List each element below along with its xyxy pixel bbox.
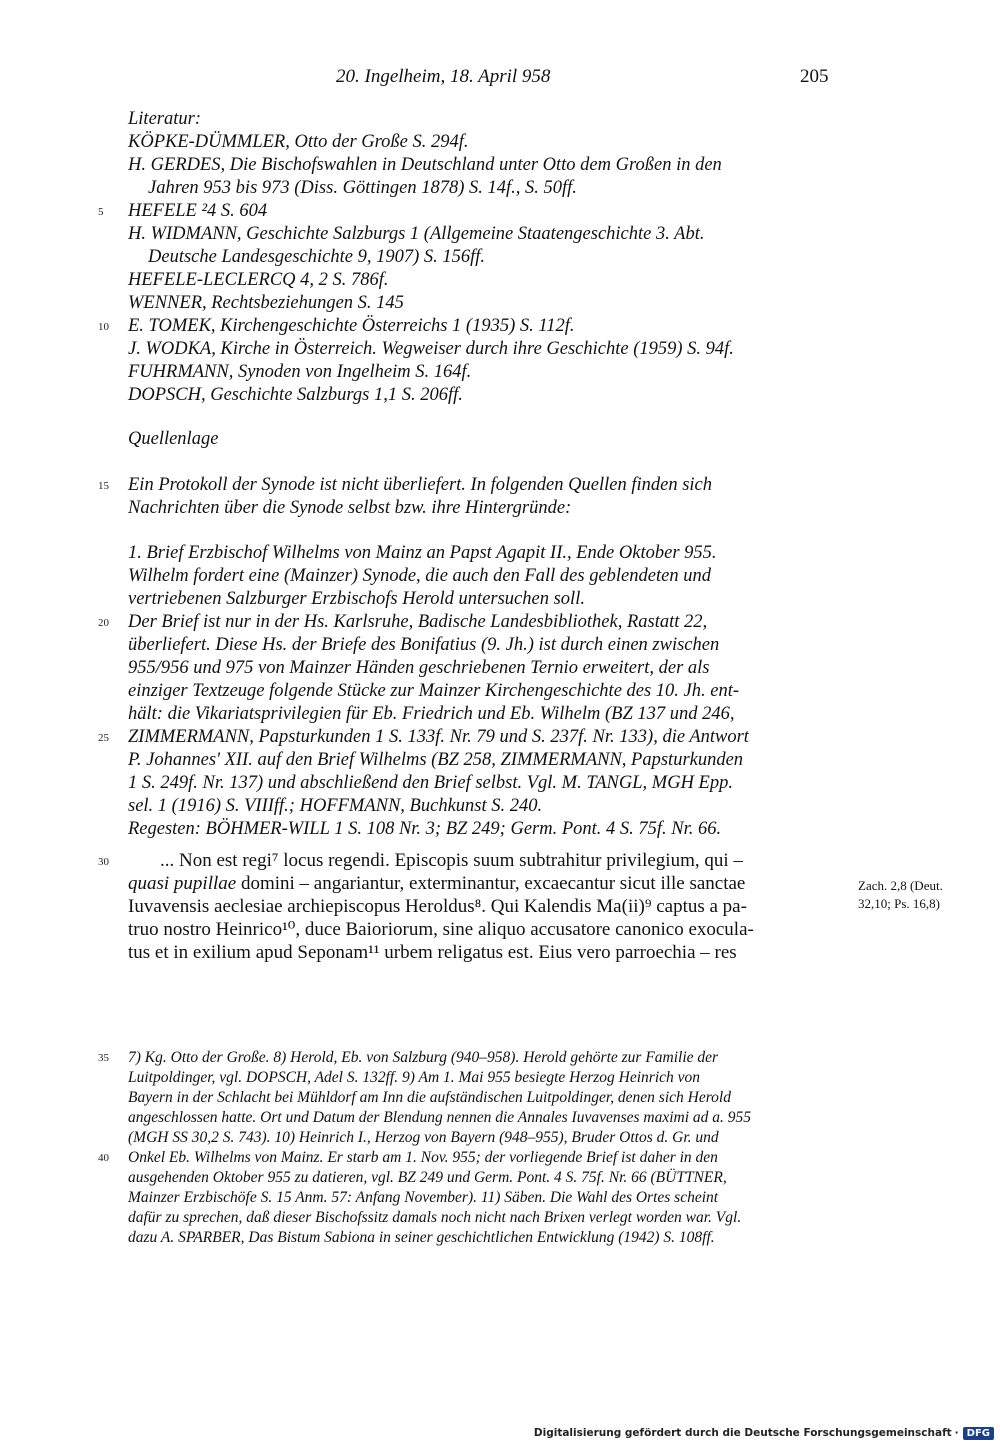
source-item-line: 955/956 und 975 von Mainzer Händen geschriebenen Ternio erweitert, der als — [128, 658, 710, 678]
source-item-line: vertriebenen Salzburger Erzbischofs Herold untersuchen soll. — [128, 589, 585, 609]
source-item-line: Wilhelm fordert eine (Mainzer) Synode, die auch den Fall des geblendeten und — [128, 566, 711, 586]
footnote-line: Bayern in der Schlacht bei Mühldorf am Inn die aufständischen Luitpoldinger, denen sich Herold — [128, 1089, 731, 1106]
source-item-line: 1. Brief Erzbischof Wilhelms von Mainz an Papst Agapit II., Ende Oktober 955. — [128, 543, 717, 563]
footnote-line: Mainzer Erzbischöfe S. 15 Anm. 57: Anfang November). 11) Säben. Die Wahl des Ortes scheint — [128, 1189, 719, 1206]
literature-entry: Deutsche Landesgeschichte 9, 1907) S. 156ff. — [148, 247, 486, 267]
footnote-line: Luitpoldinger, vgl. DOPSCH, Adel S. 132ff. 9) Am 1. Mai 955 besiegte Herzog Heinrich von — [128, 1069, 701, 1086]
source-item-line: einziger Textzeuge folgende Stücke zur Mainzer Kirchengeschichte des 10. Jh. ent- — [128, 681, 740, 701]
literature-entry: H. WIDMANN, Geschichte Salzburgs 1 (Allgemeine Staatengeschichte 3. Abt. — [128, 224, 705, 244]
footnote-line: angeschlossen hatte. Ort und Datum der Blendung nennen die Annales Iuvavenses maximi ad a. 955 — [128, 1109, 752, 1126]
latin-text-line: truo nostro Heinrico¹⁰, duce Baioriorum, sine aliquo accusatore canonico exocula- — [128, 919, 754, 940]
literature-entry: HEFELE-LECLERCQ 4, 2 S. 786f. — [128, 270, 389, 290]
sources-intro-line: Ein Protokoll der Synode ist nicht überliefert. In folgenden Quellen finden sich — [128, 475, 712, 495]
source-item-line: 1 S. 249f. Nr. 137) und abschließend den Brief selbst. Vgl. M. TANGL, MGH Epp. — [128, 773, 733, 793]
footnote-line: Onkel Eb. Wilhelms von Mainz. Er starb am 1. Nov. 955; der vorliegende Brief ist daher in den — [128, 1149, 718, 1166]
literature-entry: KÖPKE-DÜMMLER, Otto der Große S. 294f. — [128, 132, 469, 152]
dfg-logo-icon: DFG — [963, 1427, 994, 1440]
regesten-line: Regesten: BÖHMER-WILL 1 S. 108 Nr. 3; BZ 249; Germ. Pont. 4 S. 75f. Nr. 66. — [128, 819, 722, 839]
line-number: 40 — [98, 1152, 109, 1164]
latin-text-line: quasi pupillae domini – angariantur, exterminantur, excaecantur sicut ille sanctae — [128, 873, 746, 894]
latin-text-line: ... Non est regi⁷ locus regendi. Episcopis suum subtrahitur privilegium, qui – — [160, 850, 743, 871]
line-number: 20 — [98, 617, 109, 629]
literature-entry: H. GERDES, Die Bischofswahlen in Deutschland unter Otto dem Großen in den — [128, 155, 722, 175]
literature-entry: DOPSCH, Geschichte Salzburgs 1,1 S. 206ff. — [128, 385, 463, 405]
footnote-line: dafür zu sprechen, daß dieser Bischofssitz damals noch nicht nach Brixen verlegt worden war. Vgl. — [128, 1209, 742, 1226]
footnote-line: (MGH SS 30,2 S. 743). 10) Heinrich I., Herzog von Bayern (948–955), Bruder Ottos d. Gr. und — [128, 1129, 719, 1146]
page-number: 205 — [800, 66, 829, 87]
line-number: 30 — [98, 856, 109, 868]
digitization-credit — [534, 1424, 994, 1442]
literature-heading: Literatur: — [128, 109, 201, 129]
credit-separator: · — [954, 1427, 959, 1439]
literature-entry: FUHRMANN, Synoden von Ingelheim S. 164f. — [128, 362, 472, 382]
source-item-line: ZIMMERMANN, Papsturkunden 1 S. 133f. Nr. 79 und S. 237f. Nr. 133), die Antwort — [128, 727, 749, 747]
running-title: 20. Ingelheim, 18. April 958 — [336, 66, 551, 87]
latin-text-line: Iuvavensis aeclesiae archiepiscopus Heroldus⁸. Qui Kalendis Ma(ii)⁹ captus a pa- — [128, 896, 747, 917]
literature-entry: HEFELE ²4 S. 604 — [128, 201, 268, 221]
margin-note-line: Zach. 2,8 (Deut. — [858, 878, 943, 893]
line-number: 25 — [98, 732, 109, 744]
literature-entry: Jahren 953 bis 973 (Diss. Göttingen 1878) S. 14f., S. 50ff. — [148, 178, 577, 198]
sources-intro-line: Nachrichten über die Synode selbst bzw. ihre Hintergründe: — [128, 498, 572, 518]
sources-heading: Quellenlage — [128, 429, 219, 449]
literature-entry: E. TOMEK, Kirchengeschichte Österreichs 1 (1935) S. 112f. — [128, 316, 575, 336]
source-item-line: hält: die Vikariatsprivilegien für Eb. Friedrich und Eb. Wilhelm (BZ 137 und 246, — [128, 704, 735, 724]
source-item-line: überliefert. Diese Hs. der Briefe des Bonifatius (9. Jh.) ist durch einen zwischen — [128, 635, 720, 655]
footnote-line: dazu A. SPARBER, Das Bistum Sabiona in seiner geschichtlichen Entwicklung (1942) S. 108ff. — [128, 1229, 715, 1246]
source-item-line: sel. 1 (1916) S. VIIIff.; HOFFMANN, Buchkunst S. 240. — [128, 796, 543, 816]
credit-text: Digitalisierung gefördert durch die Deutsche Forschungsgemeinschaft — [533, 1427, 952, 1439]
footnote-line: ausgehenden Oktober 955 zu datieren, vgl. BZ 249 und Germ. Pont. 4 S. 75f. Nr. 66 (BÜTTNER, — [128, 1169, 727, 1186]
literature-entry: J. WODKA, Kirche in Österreich. Wegweiser durch ihre Geschichte (1959) S. 94f. — [128, 339, 734, 359]
margin-note-line: 32,10; Ps. 16,8) — [858, 896, 940, 911]
line-number: 5 — [98, 206, 104, 218]
footnote-line: 7) Kg. Otto der Große. 8) Herold, Eb. von Salzburg (940–958). Herold gehörte zur Familie der — [128, 1049, 719, 1066]
latin-text-line: tus et in exilium apud Seponam¹¹ urbem religatus est. Eius vero parroechia – res — [128, 942, 737, 963]
line-number: 35 — [98, 1052, 109, 1064]
line-number: 15 — [98, 480, 109, 492]
literature-entry: WENNER, Rechtsbeziehungen S. 145 — [128, 293, 404, 313]
source-item-line: Der Brief ist nur in der Hs. Karlsruhe, Badische Landesbibliothek, Rastatt 22, — [128, 612, 708, 632]
source-item-line: P. Johannes' XII. auf den Brief Wilhelms (BZ 258, ZIMMERMANN, Papsturkunden — [128, 750, 744, 770]
line-number: 10 — [98, 321, 109, 333]
